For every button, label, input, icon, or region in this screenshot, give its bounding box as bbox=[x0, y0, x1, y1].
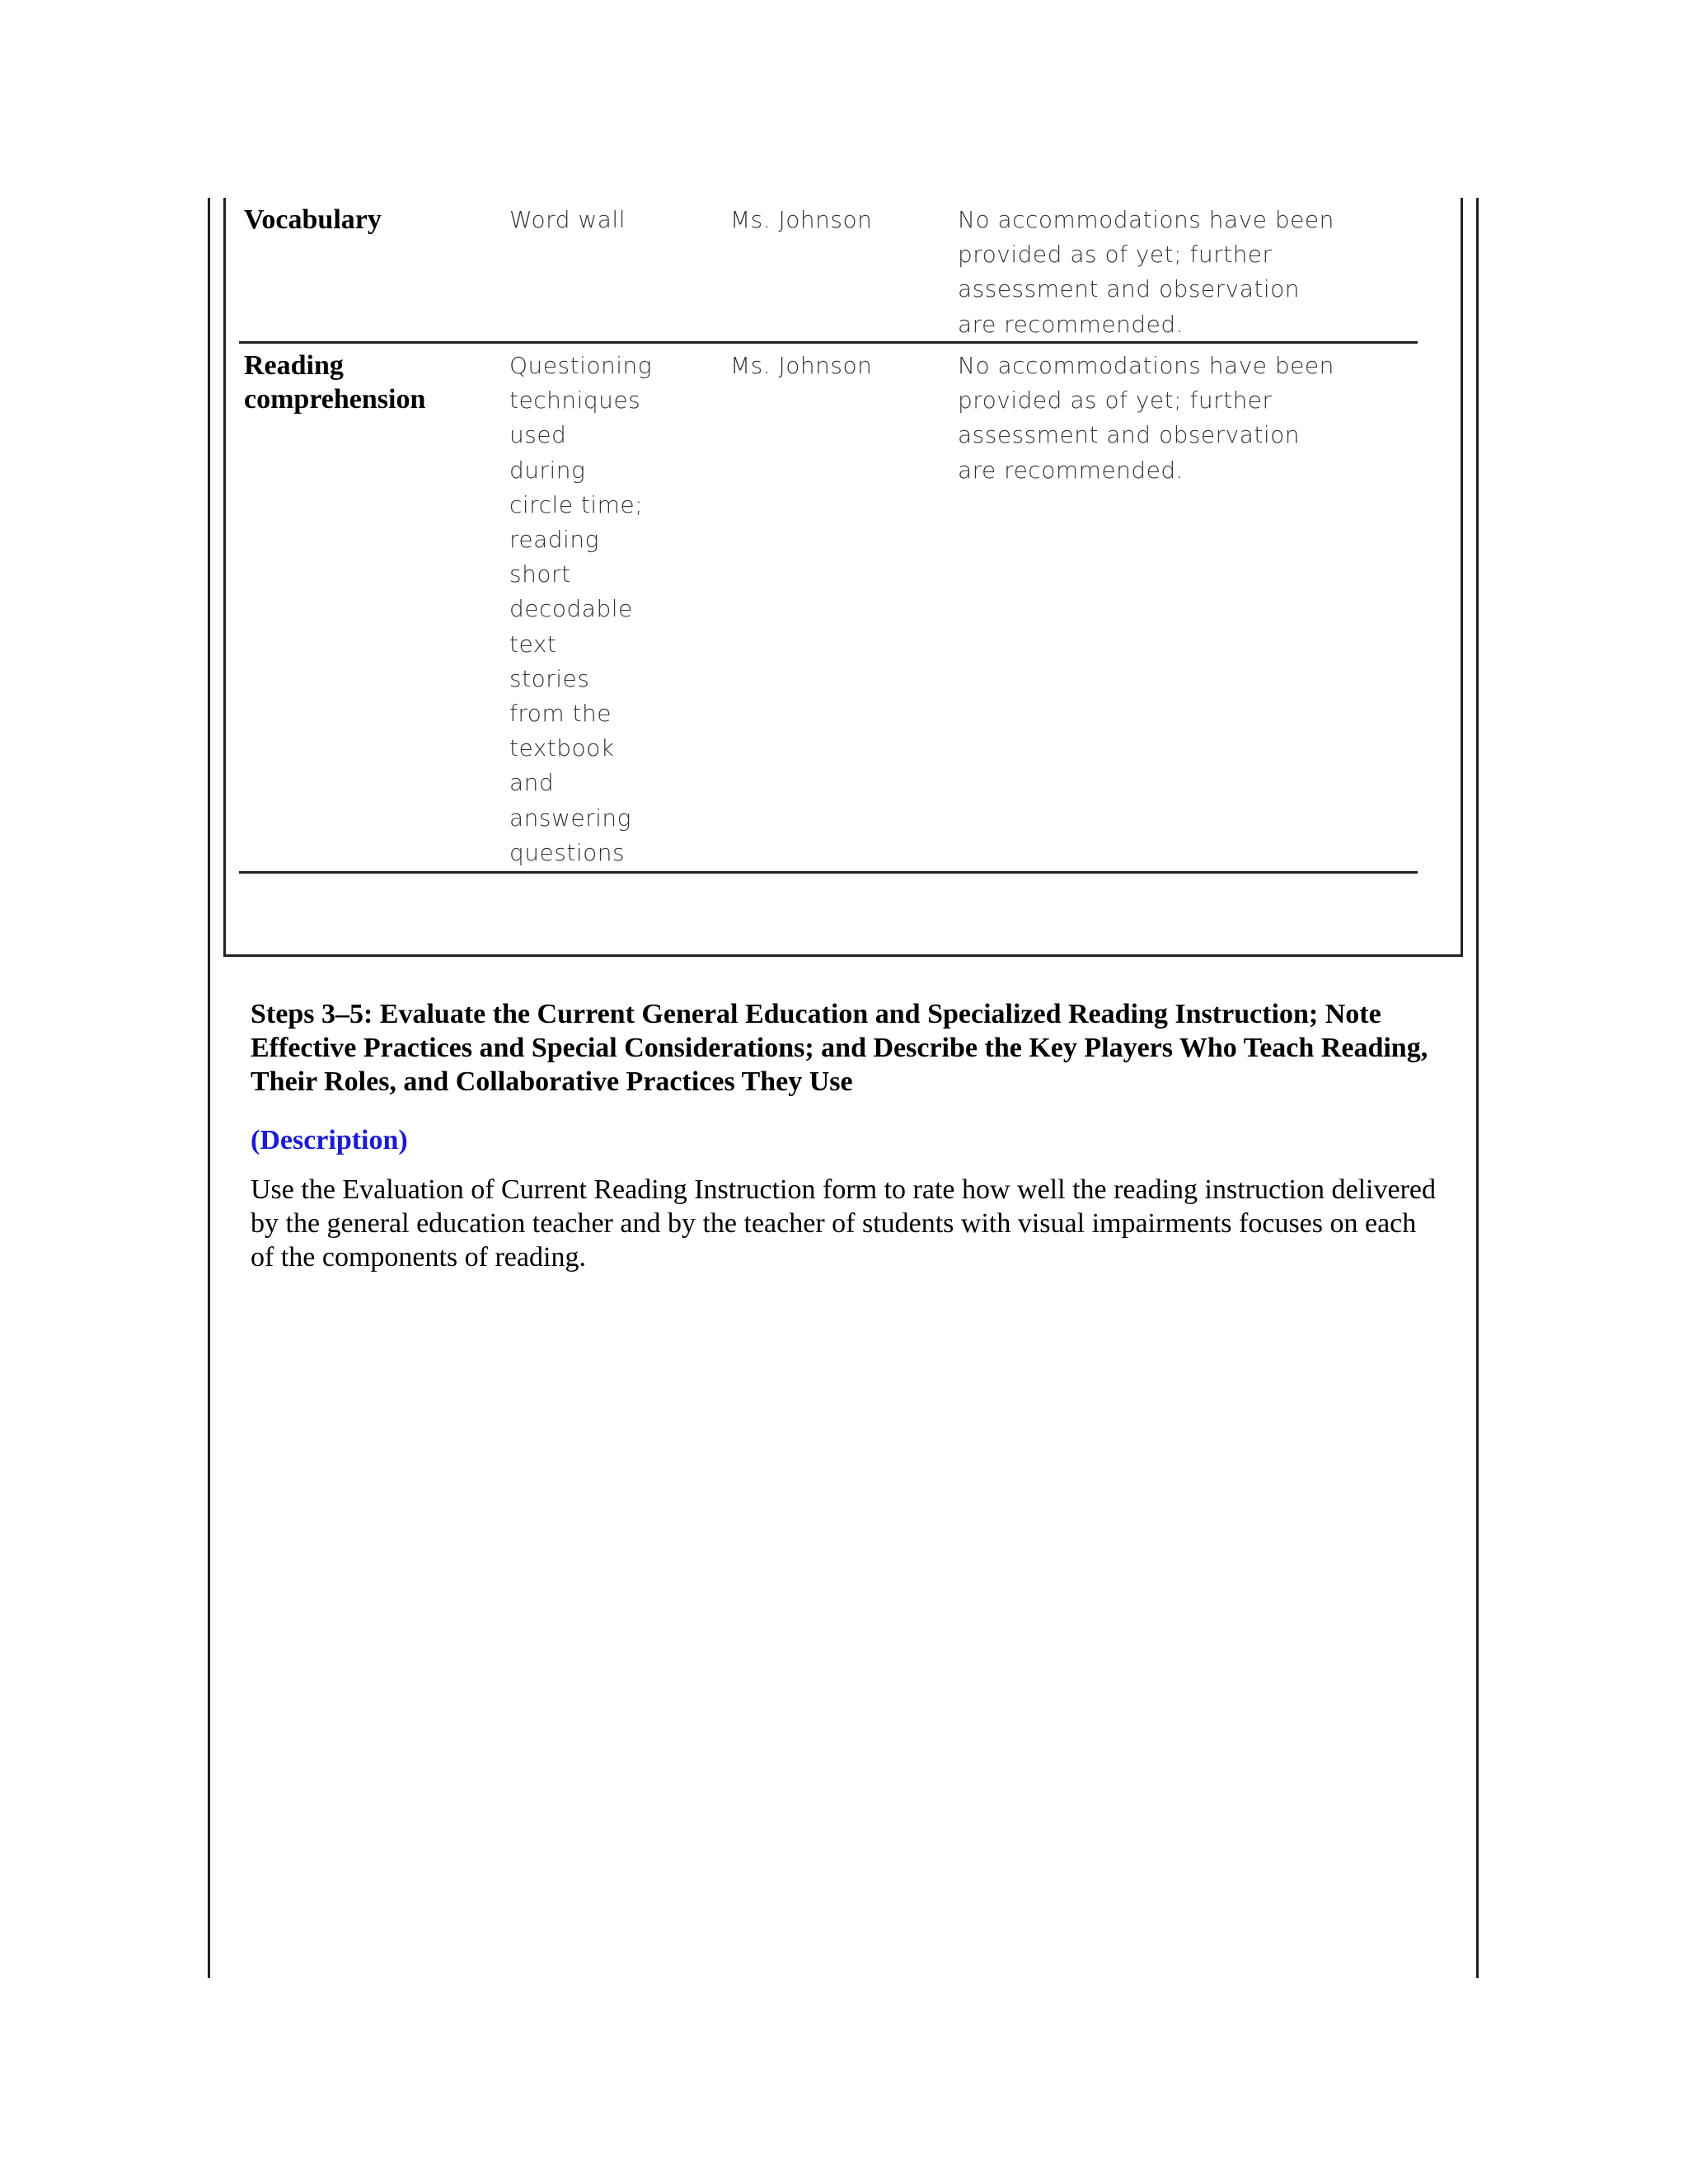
strategy-cell: Questioning techniques used during circle time; reading short decodable text stories from the textbook and answering questions bbox=[509, 352, 653, 866]
section-heading: Steps 3–5: Evaluate the Current General Education and Specialized Reading Instruction; Note Effective Practices and Special Considerations; and Describe the Key Players Who Teach Reading, Their Roles, and Collaborative Practices They Use bbox=[251, 999, 1428, 1097]
component-cell: Reading comprehension bbox=[244, 350, 426, 415]
accommodations-cell: No accommodations have been provided as of yet; further assessment and observation are recommended. bbox=[958, 352, 1334, 484]
page-right-rule bbox=[1476, 198, 1479, 1978]
component-cell: Vocabulary bbox=[244, 204, 382, 235]
strategy-cell: Word wall bbox=[509, 206, 626, 233]
table-row-reading-comprehension bbox=[239, 344, 1418, 874]
page-left-rule bbox=[208, 198, 210, 1978]
table-row-vocabulary bbox=[239, 198, 1418, 344]
teacher-cell: Ms. Johnson bbox=[730, 352, 873, 379]
teacher-cell: Ms. Johnson bbox=[730, 206, 873, 233]
row-divider bbox=[239, 871, 1418, 874]
section-body-text: Use the Evaluation of Current Reading Instruction form to rate how well the reading instruction delivered by the general education teacher and by the teacher of students with visual impairments focuses on each of the components of reading. bbox=[251, 1174, 1436, 1272]
description-label: (Description) bbox=[251, 1125, 408, 1155]
accommodations-cell: No accommodations have been provided as of yet; further assessment and observation are recommended. bbox=[958, 206, 1334, 338]
